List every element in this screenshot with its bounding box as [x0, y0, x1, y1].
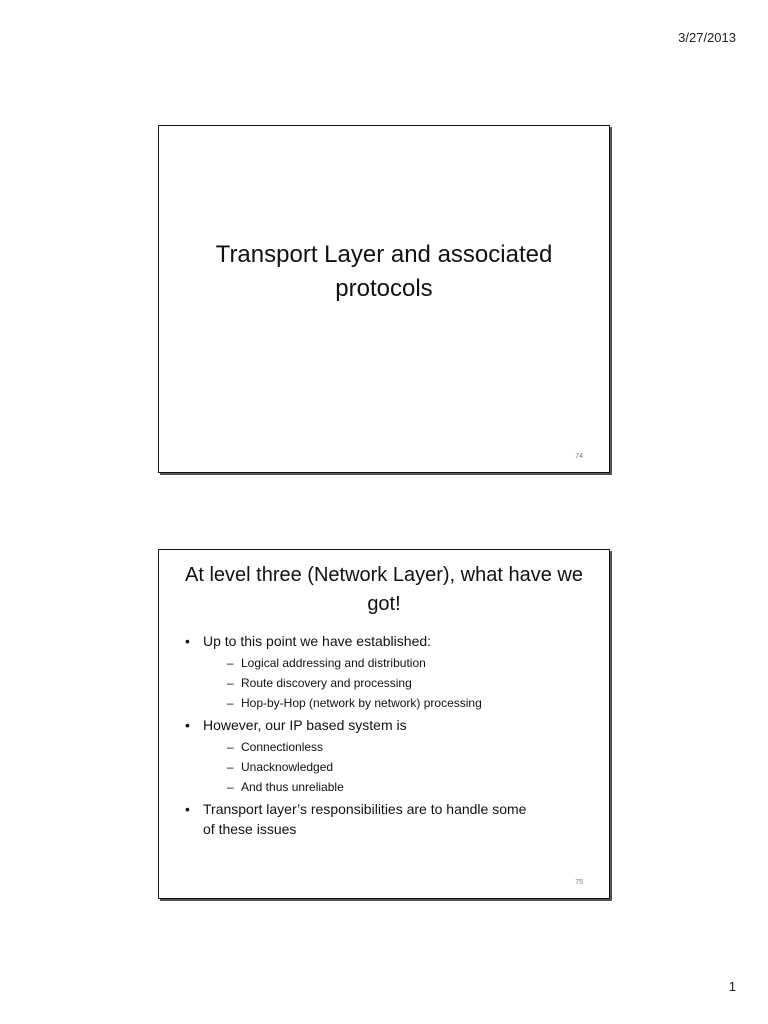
sub-bullet-item: – Hop-by-Hop (network by network) processing	[227, 693, 589, 713]
slide-number: 75	[575, 879, 583, 886]
slide-title-line-1: Transport Layer and associated	[215, 241, 553, 268]
bullet-text-line-2: of these issues	[203, 821, 297, 837]
sub-bullet-item: – Route discovery and processing	[227, 673, 589, 693]
slide-title	[173, 561, 595, 619]
slide-title-line-2: protocols	[335, 275, 433, 302]
slide-title-line-2: got!	[367, 593, 401, 615]
sub-bullet-item: – Connectionless	[227, 737, 589, 757]
slide-75	[158, 549, 610, 899]
page-date: 3/27/2013	[678, 30, 736, 45]
slide-title-line-1: At level three (Network Layer), what have we	[185, 564, 583, 586]
bullet-item	[185, 799, 589, 839]
bullet-item	[185, 631, 589, 713]
slide-title	[179, 238, 589, 306]
sub-bullet-item: – Logical addressing and distribution	[227, 653, 589, 673]
bullet-item	[185, 715, 589, 797]
sub-bullet-item: – Unacknowledged	[227, 757, 589, 777]
bullet-text: However, our IP based system is	[203, 717, 407, 733]
slide-74	[158, 125, 610, 473]
sub-bullet-list	[203, 737, 589, 797]
bullet-list	[185, 631, 589, 839]
slide-number: 74	[575, 453, 583, 460]
bullet-text-line-1: • Transport layer’s responsibilities are to handle some	[203, 801, 527, 817]
sub-bullet-item: – And thus unreliable	[227, 777, 589, 797]
page-number: 1	[728, 979, 736, 994]
sub-bullet-list	[203, 653, 589, 713]
bullet-text: Up to this point we have established:	[203, 633, 432, 649]
